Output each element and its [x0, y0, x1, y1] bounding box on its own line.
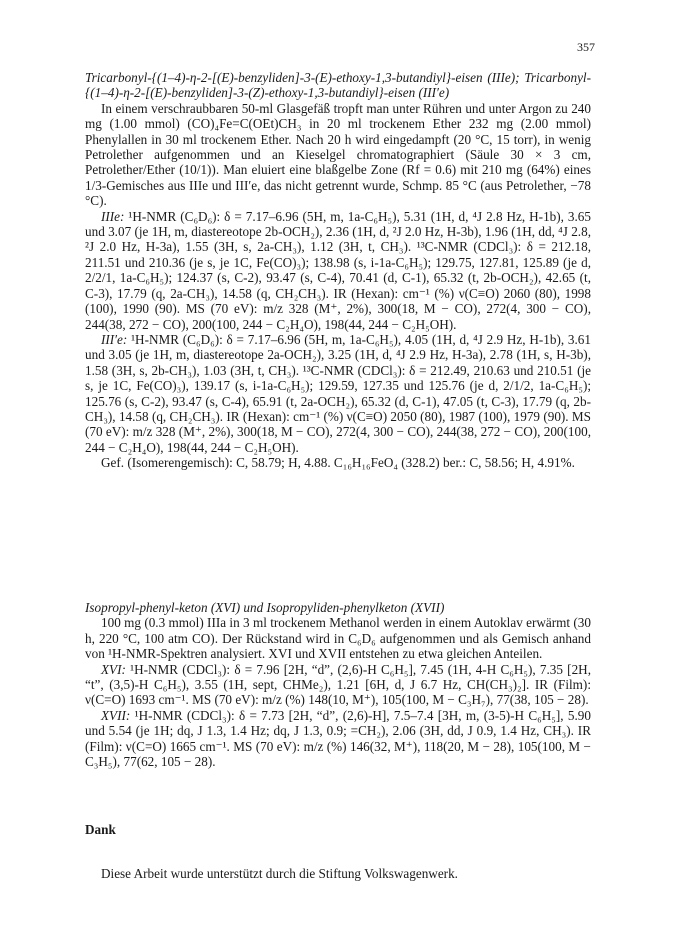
section-iiie [85, 70, 591, 471]
page-number: 357 [577, 40, 595, 54]
acknowledgement-text: Diese Arbeit wurde unterstützt durch die Stiftung Volkswagenwerk. [101, 866, 458, 881]
iiipe-spectra: ¹H-NMR (C₆D₆): δ = 7.17–6.96 (5H, m, 1a-C₆H₅), 4.05 (1H, d, ⁴J 2.9 Hz, H-1b), 3.61 und 3.05 (je 1H, m, diastereotope 2a-OCH₂), 3.25 (1H, d, ⁴J 2.9 Hz, H-3a), 2.78 (1H, s, H-3b), 1.58 (3H, s, 2b-CH₃), 1.03 (3H, t, CH₃). ¹³C-NMR (CDCl₃): δ = 212.49, 210.63 und 210.51 (je s, je 1C, Fe(CO)₃), 139.17 (s, i-1a-C₆H₅); 129.59, 127.35 und 125.76 (je d, 2/1/2, 1a-C₆H₅); 125.76 (s, C-2), 93.47 (s, C-4), 65.91 (t, 2a-OCH₂), 65.32 (d, C-1), 47.05 (t, C-3), 17.79 (q, 2b-CH₃), 14.58 (q, CH₂CH₃). IR (Hexan): cm⁻¹ (%) ν(C≡O) 2050 (80), 1987 (100), 1979 (90). MS (70 eV): m/z 328 (M⁺, 2%), 300(18, M − CO), 272(4, 300 − CO), 244(38, 272 − CO), 200(100, 244 − C₂H₄O), 198(44, 244 − C₂H₅OH). [85, 331, 591, 455]
section-title-iiie: Tricarbonyl-{(1–4)-η-2-[(E)-benzyliden]-3-(E)-ethoxy-1,3-butandiyl}-eisen (IIIe); Tricarbonyl-{(1–4)-η-2-[(E)-benzyliden]-3-(Z)-ethoxy-1,3-butandiyl}-eisen (III′e) [85, 70, 591, 101]
xvi-spectra: ¹H-NMR (CDCl₃): δ = 7.96 [2H, “d”, (2,6)-H C₆H₅], 7.45 (1H, 4-H C₆H₅), 7.35 [2H, “t”, (3,5)-H C₆H₅), 3.55 (1H, sept, CHMe₂), 1.21 [6H, d, J 6.7 Hz, CH(CH₃)₂]. IR (Film): ν(C=O) 1693 cm⁻¹. MS (70 eV): m/z (%) 148(10, M⁺), 105(100, M − C₃H₇), 77(38, 105 − 28). [85, 661, 591, 708]
compound-label-iiie: IIIe: [101, 208, 125, 224]
paragraph-iiie-data [85, 209, 591, 332]
compound-label-iiipe: III′e: [101, 331, 128, 347]
iiie-spectra: ¹H-NMR (C₆D₆): δ = 7.17–6.96 (5H, m, 1a-C₆H₅), 5.31 (1H, d, ⁴J 2.8 Hz, H-1b), 3.65 und 3.07 (je 1H, m, diastereotope 2b-OCH₂), 2.36 (1H, d, ²J 2.0 Hz, H-3b), 1.96 (1H, dd, ⁴J 2.8, ²J 2.0 Hz, H-3a), 1.55 (3H, s, 2a-CH₃), 1.12 (3H, t, CH₃). ¹³C-NMR (CDCl₃): δ = 212.18, 211.51 und 210.36 (je s, je 1C, Fe(CO)₃); 138.98 (s, i-1a-C₆H₅); 129.75, 127.81, 125.89 (je d, 2/2/1, 1a-C₆H₅); 124.37 (s, C-2), 93.47 (s, C-4), 70.41 (d, C-1), 65.32 (t, 2b-OCH₂), 42.65 (t, C-3), 17.79 (q, 2a-CH₃), 14.58 (q, CH₂CH₃). IR (Hexan): cm⁻¹ (%) ν(C≡O) 2060 (80), 1998 (100), 1990 (90). MS (70 eV): m/z 328 (M⁺, 2%), 300(18, M − CO), 272(4, 300 − CO), 244(38, 272 − CO), 200(100, 244 − C₂H₄O), 198(44, 244 − C₂H₅OH). [85, 208, 591, 332]
paragraph-autoclave: 100 mg (0.3 mmol) IIIa in 3 ml trockenem Methanol werden in einem Autoklav erwärmt (30 h, 220 °C, 100 atm CO). Der Rückstand wird in C₆D₆ aufgenommen und als Gemisch anhand von ¹H-NMR-Spektren analysiert. XVI und XVII entstehen zu etwa gleichen Anteilen. [85, 615, 591, 662]
paragraph-analysis: Gef. (Isomerengemisch): C, 58.79; H, 4.88. C₁₆H₁₆FeO₄ (328.2) ber.: C, 58.56; H, 4.91%. [101, 455, 575, 471]
compound-label-xvi: XVI: [101, 661, 126, 677]
xvii-spectra: ¹H-NMR (CDCl₃): δ = 7.73 [2H, “d”, (2,6)-H], 7.5–7.4 [3H, m, (3-5)-H C₆H₅], 5.90 und 5.54 (je 1H; dq, J 1.3, 1.4 Hz; dq, J 1.3, 0.9; =CH₂), 2.06 (3H, dd, J 0.9, 1.4 Hz, CH₃). IR (Film): ν(C=O) 1665 cm⁻¹. MS (70 eV): m/z (%) 146(32, M⁺), 118(20, M − 28), 105(100, M − C₃H₅), 77(62, 105 − 28). [85, 707, 591, 770]
compound-label-xvii: XVII: [101, 707, 131, 723]
section-title-xvi: Isopropyl-phenyl-keton (XVI) und Isopropyliden-phenylketon (XVII) [85, 600, 445, 615]
section-xvi-xvii [85, 600, 591, 769]
paragraph-synthesis: In einem verschraubbaren 50-ml Glasgefäß tropft man unter Rühren und unter Argon zu 240 mg (1.00 mmol) (CO)₄Fe=C(OEt)CH₃ in 20 ml trockenem Ether 232 mg (2.00 mmol) Phenylallen in 30 ml trockenem Ether. Nach 20 h wird eingedampft (20 °C, 15 torr), in wenig Petrolether aufgenommen und an Kieselgel chromatographiert (Säule 30 × 3 cm, Petrolether/Ether (10/1)). Man eluiert eine blaßgelbe Zone (Rf = 0.6) mit 210 mg (64%) eines 1/3-Gemisches aus IIIe und III′e, das nicht getrennt wurde, Schmp. 85 °C (aus Petrolether, −78 °C). [85, 100, 591, 209]
acknowledgement-heading: Dank [85, 822, 116, 837]
paragraph-iiipe-data [85, 332, 591, 455]
paragraph-xvii-data [85, 708, 591, 770]
paragraph-xvi-data [85, 662, 591, 708]
